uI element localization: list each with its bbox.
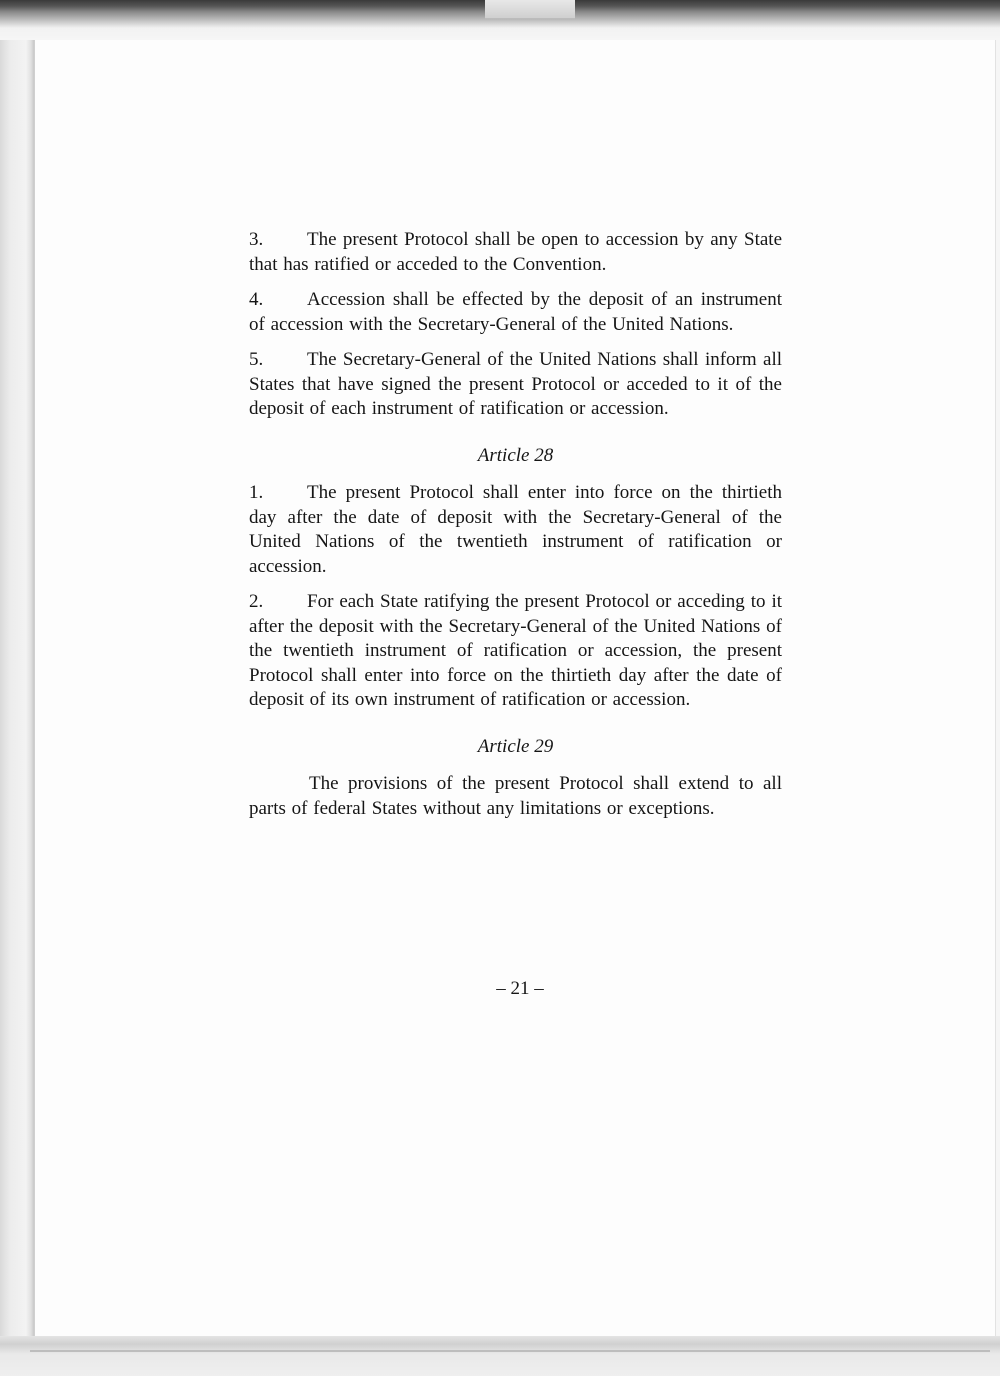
- paragraph-text: The present Protocol shall be open to accession by any State that has ratified or acceded to the Convention.: [249, 229, 782, 275]
- paragraph-text: The provisions of the present Protocol shall extend to all parts of federal States without any limitations or exceptions.: [249, 773, 782, 819]
- paragraph-number: 3.: [249, 229, 264, 250]
- page-binding-edge: [0, 40, 34, 1340]
- article-28-paragraph-1: [249, 481, 782, 579]
- article-28-heading: Article 28: [477, 444, 554, 466]
- paragraph-number: 5.: [249, 349, 264, 370]
- article-29-paragraph: [249, 772, 782, 821]
- document-body: [249, 228, 782, 832]
- paragraph-text: The present Protocol shall enter into force on the thirtieth day after the date of deposit with the Secretary-General of the United Nations of the twentieth instrument of ratification or accession.: [249, 482, 782, 577]
- scan-bottom-line: [30, 1350, 990, 1352]
- paragraph-number: 4.: [249, 289, 264, 310]
- paragraph-number: 1.: [249, 482, 264, 503]
- paragraph-3: [249, 228, 782, 277]
- article-29-heading: Article 29: [477, 735, 554, 757]
- paragraph-text: The Secretary-General of the United Nations shall inform all States that have signed the present Protocol or acceded to it of the deposit of each instrument of ratification or accession.: [249, 349, 782, 419]
- paragraph-text: For each State ratifying the present Protocol or acceding to it after the deposit with the Secretary-General of the United Nations of the twentieth instrument of ratification or accession, the present Protocol shall enter into force on the thirtieth day after the date of deposit of its own instrument of ratification or accession.: [249, 591, 782, 710]
- scan-top-tab: [485, 0, 575, 19]
- paragraph-4: [249, 288, 782, 337]
- paragraph-number: 2.: [249, 591, 264, 612]
- scan-bottom-edge: [0, 1336, 1000, 1376]
- paragraph-5: [249, 348, 782, 422]
- page-number: – 21 –: [496, 978, 544, 999]
- article-28-paragraph-2: [249, 590, 782, 713]
- paragraph-text: Accession shall be effected by the deposit of an instrument of accession with the Secretary-General of the United Nations.: [249, 289, 782, 335]
